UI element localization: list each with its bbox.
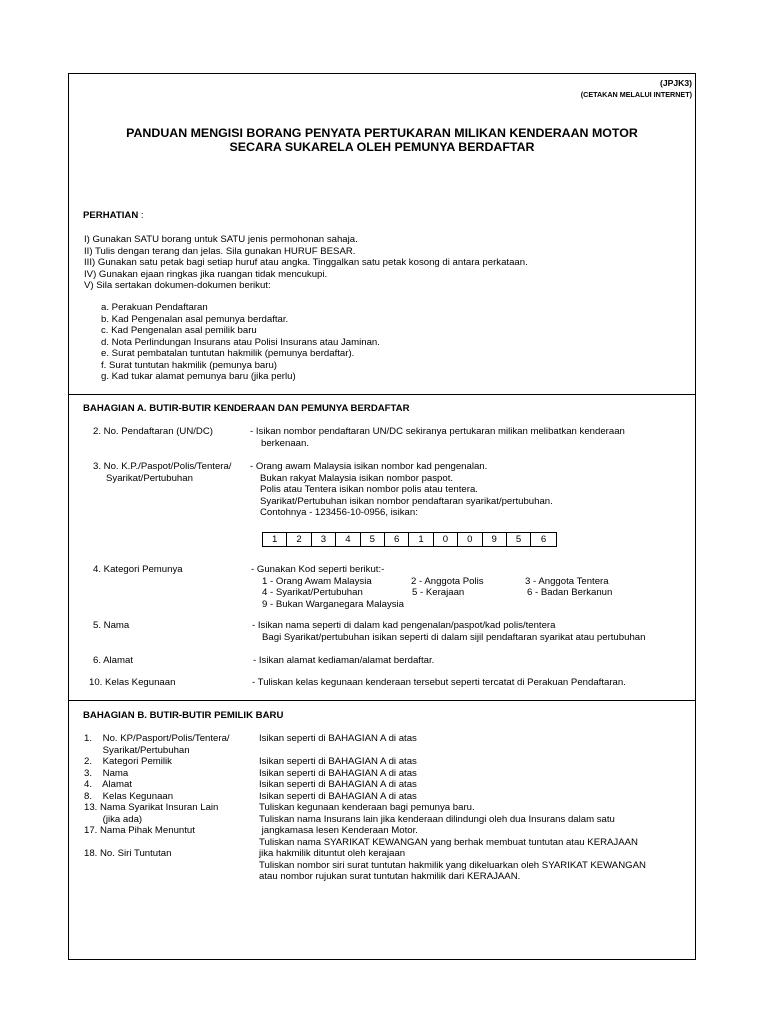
document-b: b. Kad Pengenalan asal pemunya berdaftar. xyxy=(101,313,289,325)
perhatian-label: PERHATIAN xyxy=(83,210,139,221)
section-b-field-4: 4. Alamat xyxy=(84,779,132,790)
item3-desc4: Syarikat/Pertubuhan isikan nombor pendaftaran syarikat/pertubuhan. xyxy=(260,495,553,507)
section-a-title: BAHAGIAN A. BUTIR-BUTIR KENDERAAN DAN PEMUNYA BERDAFTAR xyxy=(83,403,410,414)
item6-label: 6. Alamat xyxy=(93,655,133,666)
item4-code6: 6 - Badan Berkanun xyxy=(527,587,613,598)
item2-desc2: berkenaan. xyxy=(261,437,310,449)
section-b-desc-8: Isikan seperti di BAHAGIAN A di atas xyxy=(259,790,417,802)
document-f: f. Surat tuntutan hakmilik (pemunya baru) xyxy=(101,359,277,371)
document-e: e. Surat pembatalan tuntutan hakmilik (pemunya berdaftar). xyxy=(101,348,355,359)
section-b-field-2: 2. Kategori Pemilik xyxy=(84,756,172,767)
item4-code9: 9 - Bukan Warganegara Malaysia xyxy=(262,598,405,610)
item2-label: 2. No. Pendaftaran (UN/DC) xyxy=(93,426,213,437)
item5-label: 5. Nama xyxy=(93,620,130,631)
section-b-desc-1: Isikan seperti di BAHAGIAN A di atas xyxy=(259,733,417,744)
item10-label: 10. Kelas Kegunaan xyxy=(89,677,176,688)
print-note: (CETAKAN MELALUI INTERNET) xyxy=(580,90,692,99)
item4-code3: 3 - Anggota Tentera xyxy=(525,575,609,587)
section-b-desc-17: Tuliskan nama SYARIKAT KEWANGAN yang berhak membuat tuntutan atau KERAJAAN xyxy=(259,836,638,848)
item3-label1: 3. No. K.P./Paspot/Polis/Tentera/ xyxy=(93,461,232,472)
example-digit-boxes xyxy=(262,532,557,547)
digit-box: 2 xyxy=(287,533,311,546)
item3-desc2: Bukan rakyat Malaysia isikan nombor paspot. xyxy=(260,472,454,484)
item2-desc1: - Isikan nombor pendaftaran UN/DC sekiranya pertukaran milikan melibatkan kenderaan xyxy=(250,426,625,437)
item5-desc2: Bagi Syarikat/pertubuhan isikan seperti di dalam sijil pendaftaran syarikat atau pertubuhan xyxy=(262,631,646,643)
section-b-desc-18b: atau nombor rujukan surat tuntutan hakmilik dari KERAJAAN. xyxy=(259,871,521,882)
item5-desc1: - Isikan nama seperti di dalam kad pengenalan/paspot/kad polis/tentera xyxy=(252,620,556,631)
document-d: d. Nota Perlindungan Insurans atau Polisi Insurans atau Jaminan. xyxy=(101,336,380,348)
item4-label: 4. Kategori Pemunya xyxy=(93,564,183,575)
digit-box: 5 xyxy=(507,533,531,546)
item3-desc3: Polis atau Tentera isikan nombor polis atau tentera. xyxy=(260,484,478,495)
item4-intro: - Gunakan Kod seperti berikut:- xyxy=(251,564,385,575)
section-b-field-13b: (jika ada) xyxy=(84,813,143,825)
section-b-desc-18: Tuliskan nombor siri surat tuntutan hakmilik yang dikeluarkan oleh SYARIKAT KEWANGAN xyxy=(259,859,646,871)
section-b-desc-13b: jangkamasa lesen Kenderaan Motor. xyxy=(259,825,418,836)
section-b-field-8: 8. Kelas Kegunaan xyxy=(84,790,174,802)
item3-label2: Syarikat/Pertubuhan xyxy=(106,472,193,484)
section-b-desc-8b: Tuliskan kegunaan kenderaan bagi pemunya baru. xyxy=(259,802,475,813)
digit-box: 0 xyxy=(434,533,458,546)
digit-box: 5 xyxy=(361,533,385,546)
section-divider-a xyxy=(68,394,696,395)
digit-box: 6 xyxy=(385,533,409,546)
digit-box: 9 xyxy=(483,533,507,546)
section-b-desc-13: Tuliskan nama Insurans lain jika kenderaan dilindungi oleh dua Insurans dalam satu xyxy=(259,813,615,825)
section-divider-b xyxy=(68,700,696,701)
section-b-field-18: 18. No. Siri Tuntutan xyxy=(84,848,172,859)
item4-code2: 2 - Anggota Polis xyxy=(411,575,484,587)
document-g: g. Kad tukar alamat pemunya baru (jika perlu) xyxy=(101,371,296,382)
section-b-field-17: 17. Nama Pihak Menuntut xyxy=(84,825,195,836)
section-b-desc-4: Isikan seperti di BAHAGIAN A di atas xyxy=(259,779,417,790)
section-b-desc-17b: jika hakmilik dituntut oleh kerajaan xyxy=(259,848,406,859)
item4-code1: 1 - Orang Awam Malaysia xyxy=(262,575,372,587)
section-b-desc-2: Isikan seperti di BAHAGIAN A di atas xyxy=(259,756,417,767)
digit-box: 0 xyxy=(458,533,482,546)
perhatian-colon: : xyxy=(138,210,144,221)
item10-desc: - Tuliskan kelas kegunaan kenderaan tersebut seperti tercatat di Perakuan Pendaftaran. xyxy=(252,677,626,688)
page-title-line1: PANDUAN MENGISI BORANG PENYATA PERTUKARAN MILIKAN KENDERAAN MOTOR xyxy=(126,126,638,140)
rule-4: IV) Gunakan ejaan ringkas jika ruangan tidak mencukupi. xyxy=(84,268,328,280)
document-c: c. Kad Pengenalan asal pemilik baru xyxy=(101,325,257,336)
item6-desc: - Isikan alamat kediaman/alamat berdaftar. xyxy=(253,655,435,666)
item3-desc5: Contohnya - 123456-10-0956, isikan: xyxy=(260,507,418,518)
form-code: (JPJK3) xyxy=(660,78,692,88)
rule-3: III) Gunakan satu petak bagi setiap huruf atau angka. Tinggalkan satu petak kosong di antara perkataan. xyxy=(84,257,528,268)
digit-box: 1 xyxy=(263,533,287,546)
digit-box: 1 xyxy=(409,533,433,546)
page-title-line2: SECARA SUKARELA OLEH PEMUNYA BERDAFTAR xyxy=(229,140,535,154)
digit-box: 6 xyxy=(540,534,547,545)
item3-desc1: - Orang awam Malaysia isikan nombor kad pengenalan. xyxy=(250,461,488,472)
section-b-desc-3: Isikan seperti di BAHAGIAN A di atas xyxy=(259,767,417,779)
rule-1: I) Gunakan SATU borang untuk SATU jenis permohonan sahaja. xyxy=(84,234,358,245)
section-b-field-13: 13. Nama Syarikat Insuran Lain xyxy=(84,802,219,813)
digit-box: 4 xyxy=(336,533,360,546)
section-b-field-1b: Syarikat/Pertubuhan xyxy=(84,744,190,756)
rule-5: V) Sila sertakan dokumen-dokumen berikut: xyxy=(84,280,271,291)
section-b-field-1: 1. No. KP/Pasport/Polis/Tentera/ xyxy=(84,733,230,744)
perhatian-heading xyxy=(83,210,144,221)
item4-code4: 4 - Syarikat/Pertubuhan xyxy=(262,587,363,598)
section-b-field-3: 3. Nama xyxy=(84,767,129,779)
item4-code5: 5 - Kerajaan xyxy=(412,587,465,598)
section-b-title: BAHAGIAN B. BUTIR-BUTIR PEMILIK BARU xyxy=(83,710,284,721)
document-a: a. Perakuan Pendaftaran xyxy=(101,302,208,313)
digit-box: 3 xyxy=(312,533,336,546)
rule-2: II) Tulis dengan terang dan jelas. Sila gunakan HURUF BESAR. xyxy=(84,245,356,257)
